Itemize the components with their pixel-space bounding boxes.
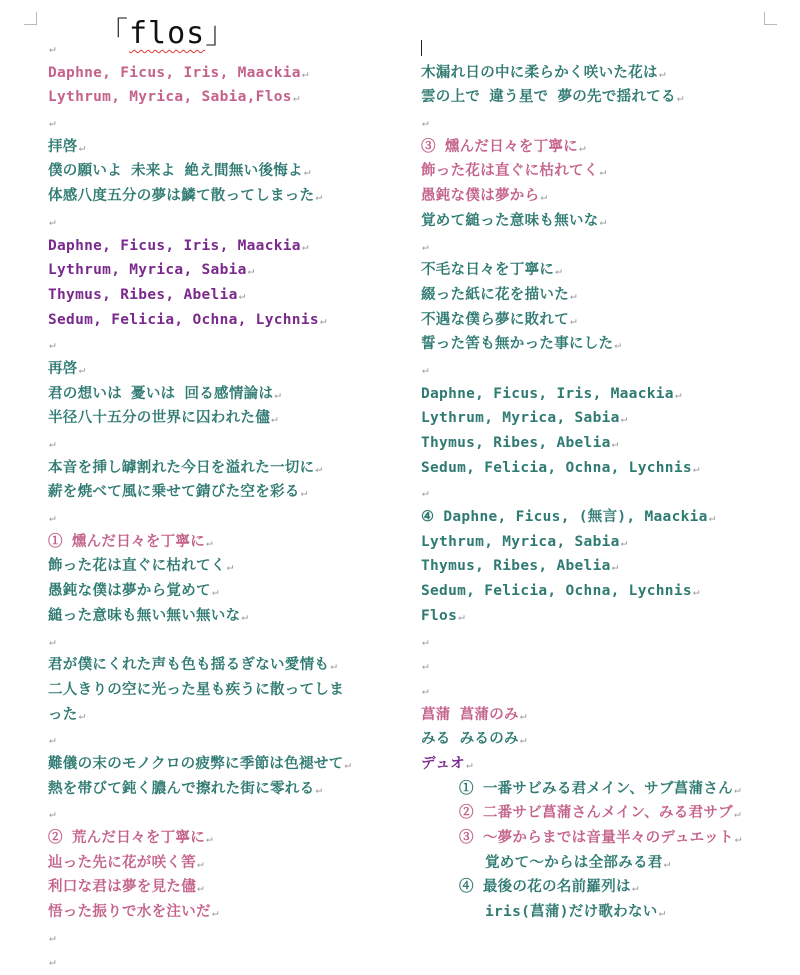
lyric-line[interactable] [48,258,398,283]
blank-line[interactable] [48,925,398,950]
paragraph-mark-icon: ↵ [570,313,577,327]
paragraph-mark-icon: ↵ [422,362,429,376]
paragraph-mark-icon: ↵ [211,906,219,920]
line-text: ② 二番サビ菖蒲さんメイン、みる君サブ [459,805,733,822]
lyric-line[interactable] [421,579,791,604]
paragraph-mark-icon: ↵ [734,832,742,845]
line-text: Thymus, Ribes, Abelia [421,558,611,575]
line-text: 熱を帯びて鈍く膿んで擦れた街に零れる [48,780,315,797]
lyric-line[interactable] [421,382,791,407]
lyric-line[interactable] [48,308,398,333]
blank-line[interactable] [48,332,398,357]
paragraph-mark-icon: ↵ [49,955,56,969]
paragraph-mark-icon: ↵ [315,461,323,475]
line-text: 覚めて～からは全部みる君 [485,854,663,871]
paragraph-mark-icon: ↵ [303,165,311,179]
paragraph-mark-icon: ↵ [300,486,308,500]
lyric-line[interactable] [48,61,398,86]
paragraph-mark-icon: ↵ [49,214,56,228]
line-text: Thymus, Ribes, Abelia [48,286,238,303]
lyric-line[interactable] [48,851,398,876]
line-text: ④ 最後の花の名前羅列は [459,879,631,896]
lyric-line[interactable] [421,826,791,851]
lyric-line[interactable] [421,752,791,777]
lyric-line[interactable] [421,258,791,283]
line-text: ② 荒んだ日々を丁寧に [48,830,206,846]
paragraph-mark-icon: ↵ [620,535,628,549]
line-text: デュオ [421,755,465,772]
paragraph-mark-icon: ↵ [658,906,666,920]
paragraph-mark-icon: ↵ [206,832,213,845]
paragraph-mark-icon: ↵ [422,683,429,697]
lyric-line[interactable] [421,209,791,234]
text-cursor [421,40,422,56]
line-text: Lythrum, Myrica, Sabia,Flos [48,89,292,106]
line-text: 悟った振りで水を注いだ [48,904,211,921]
lyric-line[interactable] [421,801,791,826]
left-lyrics-column[interactable] [48,36,398,974]
lyric-line[interactable] [421,554,791,579]
lyric-line[interactable] [421,777,791,802]
paragraph-mark-icon: ↵ [49,733,56,747]
paragraph-mark-icon: ↵ [274,387,282,401]
lyric-line[interactable] [421,456,791,481]
line-text: ① 燻んだ日々を丁寧に [48,533,206,550]
lyric-line[interactable] [48,382,398,407]
paragraph-mark-icon: ↵ [330,659,338,673]
line-text: 利口な君は夢を見た儘 [48,879,196,896]
paragraph-mark-icon: ↵ [422,634,429,648]
line-text: 君が僕にくれた声も色も揺るぎない愛情も [48,657,330,674]
line-text: みる みるのみ [421,731,519,748]
line-text: 雲の上で 違う星で 夢の先で揺れてる [421,89,676,106]
paragraph-mark-icon: ↵ [611,560,619,574]
blank-line[interactable] [421,480,791,505]
blank-line[interactable] [48,727,398,752]
line-text: った [48,706,78,723]
blank-line[interactable] [421,678,791,703]
paragraph-mark-icon: ↵ [301,66,309,80]
lyric-line[interactable] [421,283,791,308]
paragraph-mark-icon: ↵ [692,585,700,599]
blank-line[interactable] [48,949,398,974]
lyric-line[interactable] [48,135,398,160]
paragraph-mark-icon: ↵ [78,708,86,722]
paragraph-mark-icon: ↵ [458,609,466,623]
lyric-line[interactable] [421,900,791,925]
paragraph-mark-icon: ↵ [422,239,429,253]
line-text: ④ Daphne, Ficus, (無言), Maackia [421,509,708,526]
paragraph-mark-icon: ↵ [570,288,577,302]
line-text: 二人きりの空に光った星も疾うに散ってしま [48,681,344,698]
lyric-line[interactable] [421,135,791,160]
lyric-line[interactable] [421,875,791,900]
paragraph-mark-icon: ↵ [49,511,56,525]
lyric-line[interactable] [48,826,398,851]
lyric-line[interactable] [48,900,398,925]
line-text: 誓った筈も無かった事にした [421,336,614,353]
paragraph-mark-icon: ↵ [599,165,607,179]
right-lyrics-column[interactable] [421,36,791,925]
paragraph-mark-icon: ↵ [78,362,86,376]
title-bracket-close: 」 [205,16,237,51]
line-text: 半径八十五分の世界に囚われた儘 [48,410,270,427]
paragraph-mark-icon: ↵ [519,733,527,747]
line-text: 不遇な僕ら夢に敗れて [421,311,569,328]
lyric-line[interactable] [421,159,791,184]
lyric-line[interactable] [421,431,791,456]
lyric-line[interactable] [421,85,791,110]
line-text: 愚鈍な僕は夢から [421,188,540,205]
lyric-line[interactable] [421,703,791,728]
line-text: ③ ～夢からまでは音量半々のデュエット [459,830,734,846]
line-text: 体感八度五分の夢は鱗て散ってしまった [48,188,315,205]
lyric-line[interactable] [48,554,398,579]
paragraph-mark-icon: ↵ [211,585,219,599]
line-text: 縋った意味も無い無い無いな [48,607,241,624]
title-bracket-open: 「 [98,16,129,51]
line-text: 薪を焼べて風に乗せて錆びた空を彩る [48,484,300,501]
blank-line[interactable] [48,801,398,826]
line-text: 僕の願いよ 未来よ 絶え間無い後悔よ [48,163,303,180]
line-text: 愚鈍な僕は夢から覚めて [48,583,211,600]
blank-line[interactable] [48,36,398,61]
line-text: Lythrum, Myrica, Sabia [421,410,620,427]
line-text: 君の想いは 憂いは 回る感情論は [48,385,274,402]
line-text: Daphne, Ficus, Iris, Maackia [48,64,301,81]
lyric-line[interactable] [48,604,398,629]
line-text: Flos [421,607,458,624]
blank-line[interactable] [421,36,791,61]
line-text: 綴った紙に花を描いた [421,286,569,303]
paragraph-mark-icon: ↵ [49,807,56,821]
paragraph-mark-icon: ↵ [422,659,429,673]
lyric-line[interactable] [48,703,398,728]
paragraph-mark-icon: ↵ [301,239,309,253]
paragraph-mark-icon: ↵ [247,264,255,278]
paragraph-mark-icon: ↵ [519,708,527,722]
paragraph-mark-icon: ↵ [226,560,234,574]
blank-line[interactable] [48,629,398,654]
lyric-line[interactable] [48,777,398,802]
paragraph-mark-icon: ↵ [579,140,586,154]
paragraph-mark-icon: ↵ [620,412,628,426]
lyric-line[interactable] [48,579,398,604]
lyric-line[interactable] [421,406,791,431]
blank-line[interactable] [421,110,791,135]
paragraph-mark-icon: ↵ [49,338,56,352]
paragraph-mark-icon: ↵ [663,856,671,870]
paragraph-mark-icon: ↵ [692,461,700,475]
line-text: 飾った花は直ぐに枯れてく [48,558,226,575]
lyric-line[interactable] [48,159,398,184]
lyric-line[interactable] [48,406,398,431]
paragraph-mark-icon: ↵ [49,930,56,944]
paragraph-mark-icon: ↵ [344,757,352,771]
paragraph-mark-icon: ↵ [422,486,429,500]
line-text: Sedum, Felicia, Ochna, Lychnis [48,311,319,328]
lyric-line[interactable] [48,653,398,678]
paragraph-mark-icon: ↵ [611,437,619,450]
paragraph-mark-icon: ↵ [197,856,204,870]
line-text: 覚めて縋った意味も無いな [421,212,599,229]
lyric-line[interactable] [421,727,791,752]
line-text: Lythrum, Myrica, Sabia [48,262,247,279]
blank-line[interactable] [421,629,791,654]
line-text: 拝啓 [48,138,78,155]
line-text: 不毛な日々を丁寧に [421,262,555,279]
line-text: 辿った先に花が咲く筈 [48,854,196,871]
line-text: ③ 燻んだ日々を丁寧に [421,138,579,155]
blank-line[interactable] [421,357,791,382]
lyric-line[interactable] [421,308,791,333]
lyric-line[interactable] [421,184,791,209]
page-corner-mark [24,12,37,25]
lyric-line[interactable] [421,332,791,357]
title-word: flos [129,16,206,51]
line-text: Sedum, Felicia, Ochna, Lychnis [421,583,692,600]
paragraph-mark-icon: ↵ [599,214,607,228]
line-text: 飾った花は直ぐに枯れてく [421,163,599,180]
lyric-line[interactable] [48,752,398,777]
line-text: 木漏れ日の中に柔らかく咲いた花は [421,64,658,81]
line-text: Sedum, Felicia, Ochna, Lychnis [421,459,692,476]
blank-line[interactable] [48,505,398,530]
lyric-line[interactable] [421,530,791,555]
lyric-line[interactable] [48,283,398,308]
paragraph-mark-icon: ↵ [465,757,473,771]
paragraph-mark-icon: ↵ [78,140,86,154]
paragraph-mark-icon: ↵ [49,116,56,130]
lyric-line[interactable] [48,678,398,703]
paragraph-mark-icon: ↵ [733,807,741,821]
paragraph-mark-icon: ↵ [540,190,548,204]
paragraph-mark-icon: ↵ [315,782,323,796]
line-text: iris(菖蒲)だけ歌わない [485,904,658,921]
paragraph-mark-icon: ↵ [614,338,622,352]
paragraph-mark-icon: ↵ [676,91,684,105]
line-text: 菖蒲 菖蒲のみ [421,706,519,723]
lyric-line[interactable] [48,357,398,382]
paragraph-mark-icon: ↵ [319,313,327,327]
page-corner-mark [764,12,777,25]
paragraph-mark-icon: ↵ [197,881,204,895]
line-text: 難儀の末のモノクロの疲弊に季節は色褪せて [48,755,344,772]
lyric-line[interactable] [421,851,791,876]
paragraph-mark-icon: ↵ [708,511,716,525]
line-text: 本音を挿し罅割れた今日を溢れた一切に [48,459,315,476]
paragraph-mark-icon: ↵ [315,190,323,204]
paragraph-mark-icon: ↵ [49,437,56,450]
paragraph-mark-icon: ↵ [241,609,249,623]
line-text: 再啓 [48,360,78,377]
paragraph-mark-icon: ↵ [422,116,429,130]
lyric-line[interactable] [48,85,398,110]
line-text: Daphne, Ficus, Iris, Maackia [48,237,301,254]
blank-line[interactable] [421,653,791,678]
line-text: Daphne, Ficus, Iris, Maackia [421,385,674,402]
line-text: Lythrum, Myrica, Sabia [421,533,620,550]
paragraph-mark-icon: ↵ [238,288,246,302]
paragraph-mark-icon: ↵ [292,91,300,105]
lyric-line[interactable] [48,234,398,259]
blank-line[interactable] [48,110,398,135]
line-text: Thymus, Ribes, Abelia [421,435,611,451]
paragraph-mark-icon: ↵ [658,66,666,80]
blank-line[interactable] [48,209,398,234]
lyric-line[interactable] [421,604,791,629]
lyric-line[interactable] [421,505,791,530]
blank-line[interactable] [48,431,398,456]
paragraph-mark-icon: ↵ [271,412,278,426]
paragraph-mark-icon: ↵ [631,881,639,895]
paragraph-mark-icon: ↵ [674,387,682,401]
line-text: ① 一番サビみる君メイン、サブ菖蒲さん [459,780,733,797]
lyric-line[interactable] [48,184,398,209]
lyric-line[interactable] [421,61,791,86]
paragraph-mark-icon: ↵ [733,782,741,796]
lyric-line[interactable] [48,456,398,481]
lyric-line[interactable] [48,530,398,555]
lyric-line[interactable] [48,875,398,900]
paragraph-mark-icon: ↵ [555,264,563,278]
paragraph-mark-icon: ↵ [49,42,56,55]
paragraph-mark-icon: ↵ [206,535,213,549]
lyric-line[interactable] [48,480,398,505]
paragraph-mark-icon: ↵ [49,634,56,648]
blank-line[interactable] [421,234,791,259]
